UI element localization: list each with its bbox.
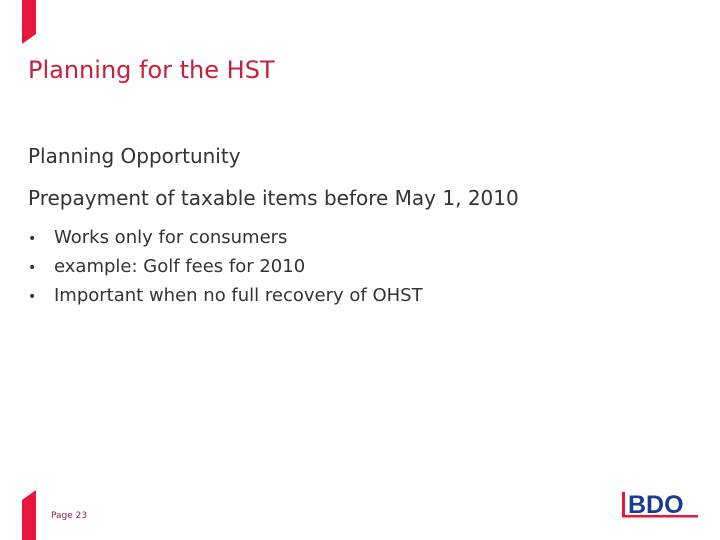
bottom-accent-bar bbox=[22, 490, 37, 540]
subheading: Planning Opportunity bbox=[28, 144, 241, 168]
page-number: Page 23 bbox=[51, 511, 88, 521]
bullet-item: • example: Golf fees for 2010 bbox=[28, 255, 423, 284]
heading-prepayment: Prepayment of taxable items before May 1, 2010 bbox=[28, 186, 519, 210]
bullet-item: • Works only for consumers bbox=[28, 226, 423, 255]
slide-title: Planning for the HST bbox=[28, 56, 275, 84]
bullet-item: • Important when no full recovery of OHST bbox=[28, 284, 423, 313]
bdo-logo bbox=[620, 488, 700, 522]
logo-text: BDO bbox=[628, 491, 684, 519]
top-accent-bar bbox=[22, 0, 37, 45]
bullet-list bbox=[28, 226, 423, 313]
